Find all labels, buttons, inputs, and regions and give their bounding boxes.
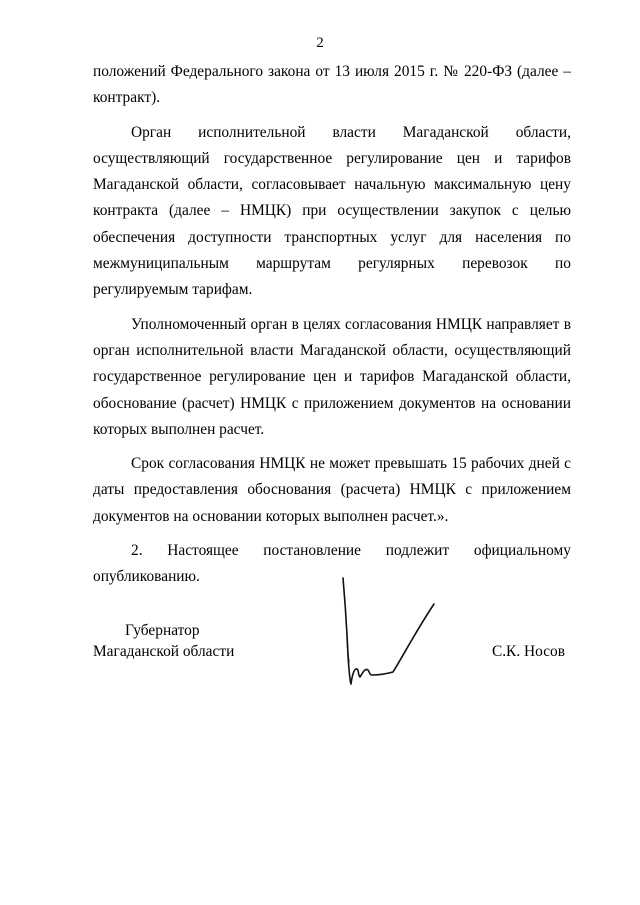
document-body (93, 59, 571, 591)
signatory-name: С.К. Носов (491, 643, 565, 660)
paragraph-publication: 2. Настоящее постановление подлежит официальному опубликованию. (93, 542, 571, 586)
paragraph-approval-deadline: Срок согласования НМЦК не может превышать 15 рабочих дней с даты предоставления обоснования (расчета) НМЦК с приложением документов на основании которых выполнен расчет.». (93, 455, 571, 525)
paragraph-price-approval: Орган исполнительной власти Магаданской области, осуществляющий государственное регулирование цен и тарифов Магаданской области, согласовывает начальную максимальную цену контракта (далее – НМЦК) при осуществлении закупок с целью обеспечения доступности транспортных услуг для населения по межмуниципальным маршрутам регулярных перевозок по регулируемым тарифам. (93, 123, 571, 299)
signature-block (93, 620, 571, 710)
page-number: 2 (316, 35, 324, 51)
paragraph-authorized-body: Уполномоченный орган в целях согласования НМЦК направляет в орган исполнительной власти Магаданской области, осуществляющий государственное регулирование цен и тарифов Магаданской области, обоснование (расчет) НМЦК с приложением документов на основании которых выполнен расчет. (93, 315, 571, 438)
signatory-position-line-2: Магаданской области (93, 643, 235, 660)
signatory-position-line-1: Губернатор (125, 622, 200, 639)
paragraph-continuation: положений Федерального закона от 13 июля 2015 г. № 220-ФЗ (далее – контракт). (93, 63, 571, 107)
